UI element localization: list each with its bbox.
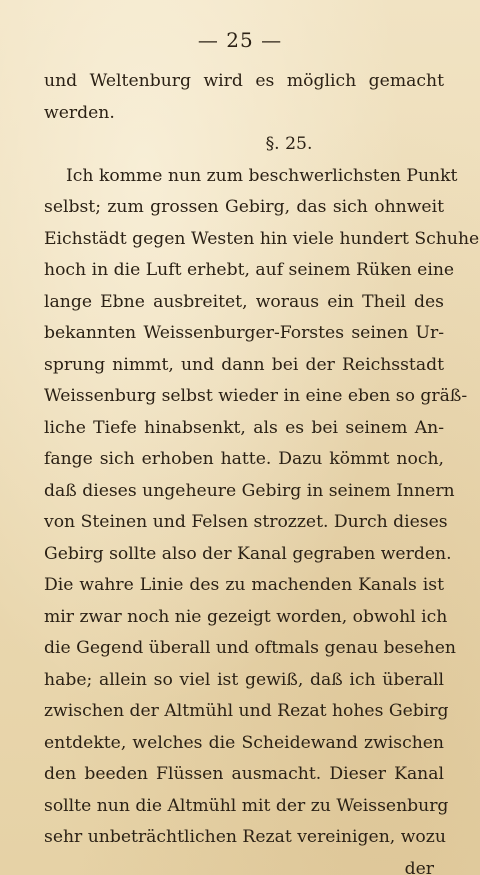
text-line: und Weltenburg wird es möglich gemacht [44, 71, 444, 91]
text-line: Weissenburg selbst wieder in eine eben so gräß- [44, 386, 468, 406]
text-line: entdekte, welches die Scheidewand zwischen [44, 732, 444, 753]
text-line: von Steinen und Felsen strozzet. Durch dieses [44, 512, 448, 532]
text-line: werden. [44, 102, 115, 123]
text-line: hoch in die Luft erhebt, auf seinem Rüken eine [44, 260, 455, 280]
text-line: zwischen der Altmühl und Rezat hohes Gebirg [44, 701, 449, 721]
text-line: Ich komme nun zum beschwerlichsten Punkt [66, 165, 458, 186]
text-line: sollte nun die Altmühl mit der zu Weissenburg [44, 795, 449, 816]
text-line: Eichstädt gegen Westen hin viele hundert Schuhe [44, 228, 480, 249]
text-line: daß dieses ungeheure Gebirg in seinem Innern [44, 480, 455, 501]
text-line: liche Tiefe hinabsenkt, als es bei seinem An- [44, 417, 444, 438]
text-line: den beeden Flüssen ausmacht. Dieser Kanal [44, 764, 444, 784]
text-line: bekannten Weissenburger-Forstes seinen Ur- [44, 323, 444, 343]
text-line: mir zwar noch nie gezeigt worden, obwohl ich [44, 606, 448, 627]
page-number: — 25 — [197, 28, 283, 52]
text-line: fange sich erhoben hatte. Dazu kömmt noch, [44, 449, 444, 469]
text-line: selbst; zum grossen Gebirg, das sich ohnweit [44, 197, 444, 217]
text-line: lange Ebne ausbreitet, woraus ein Theil des [44, 291, 444, 312]
text-line: sehr unbeträchtlichen Rezat vereinigen, wozu [44, 827, 446, 847]
text-line: die Gegend überall und oftmals genau besehen [44, 638, 456, 658]
section-heading: §. 25. [265, 134, 313, 154]
page-text [44, 66, 480, 875]
text-line: sprung nimmt, und dann bei der Reichsstadt [44, 354, 444, 375]
catchword: der [404, 858, 434, 875]
text-line: Die wahre Linie des zu machenden Kanals ist [44, 575, 444, 595]
text-line: Gebirg sollte also der Kanal gegraben werden. [44, 543, 452, 564]
text-line: habe; allein so viel ist gewiß, daß ich überall [44, 669, 444, 690]
